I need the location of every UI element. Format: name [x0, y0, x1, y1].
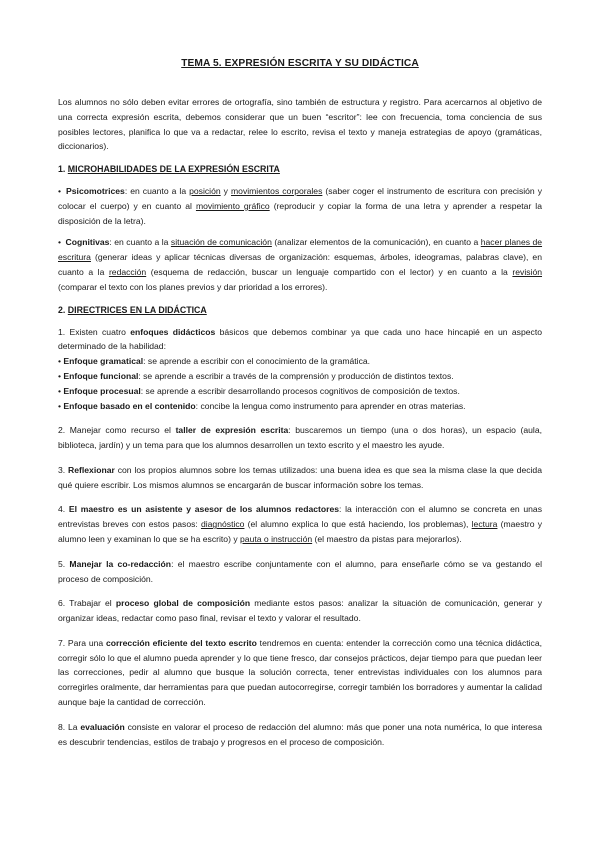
bold-term: Reflexionar: [68, 464, 115, 475]
text-run: 4.: [58, 504, 69, 515]
text-run: : la interacción con el alumno se concreta en unas entrevistas breves con estos pasos:: [58, 504, 542, 530]
underlined-term: movimientos corporales: [231, 186, 323, 197]
underlined-term: redacción: [108, 267, 147, 278]
bullet-icon: •: [58, 356, 62, 367]
bold-term: corrección eficiente del texto escrito: [105, 637, 257, 648]
text-run: (analizar elementos de la comunicación), en cuanto a: [271, 237, 481, 248]
directriz-2-paragraph: [58, 423, 542, 453]
section-2-number: 2.: [58, 304, 66, 315]
text-run: tendremos en cuenta: entender la corrección como una técnica didáctica, corregir sólo lo que el alumno pueda aprender y lo que tiene fresco, dar consejos prácticos, dejar tiempo para que puedan leer las correcciones, pedir al alumno que busque la solución correcta, tener entrevistas individuales con los alumnos para corregirles oralmente, dar herramientas para que puedan autocorregirse, corregir también los borradores y aumentar la calidad aunque baje la cantidad de corrección.: [58, 637, 542, 707]
text-run: 5.: [58, 558, 70, 569]
bold-term: El maestro es un asistente y asesor de los alumnos redactores: [68, 504, 340, 515]
underlined-term: movimiento gráfico: [195, 200, 270, 211]
bullet-icon: •: [58, 370, 62, 381]
enfoque-label: Enfoque basado en el contenido: [63, 400, 196, 411]
intro-paragraph: Los alumnos no sólo deben evitar errores de ortografía, sino también de estructura y registro. Para acercarnos al objetivo de una correcta expresión escrita, debemos considerar que un buen “escritor”: lee con frecuencia, toma conciencia de sus posibles lectores, planifica lo que va a redactar, relee lo escrito, revisa el texto y maneja estrategias de apoyo (gramáticas, diccionarios).: [58, 97, 542, 152]
text-run: con los propios alumnos sobre los temas utilizados: una buena idea es que sea la misma clase la que decida qué quiere escribir. Los mismos alumnos se encargarán de buscar información sobre los temas.: [58, 464, 542, 490]
directriz-3-paragraph: [58, 463, 542, 493]
bullet-icon: •: [58, 186, 62, 197]
underlined-term: lectura: [471, 519, 498, 530]
text-run: (maestro y alumno leen y examinan lo que se ha escrito) y: [58, 519, 542, 544]
bullet-icon: •: [58, 237, 62, 248]
text-run: 1. Existen cuatro: [58, 326, 131, 337]
text-run: (saber coger el instrumento de escritura con precisión y colocar el cuerpo) y en cuanto al: [58, 186, 543, 211]
list-item: [58, 369, 542, 384]
underlined-term: pauta o instrucción: [240, 533, 313, 544]
page-title: TEMA 5. EXPRESIÓN ESCRITA Y SU DIDÁCTICA: [181, 58, 419, 69]
enfoques-list: [58, 354, 542, 413]
psicomotrices-label: Psicomotrices: [66, 186, 125, 197]
directriz-5-paragraph: [58, 557, 542, 587]
bold-term: enfoques didácticos: [130, 326, 216, 337]
bullet-icon: •: [58, 400, 62, 411]
text-run: (el maestro da pistas para mejorarlos).: [312, 533, 462, 544]
text-run: mediante estos pasos: analizar la situación de comunicación, generar y organizar ideas, redactar como paso final, revisar el texto y valorar el resultado.: [58, 598, 543, 624]
section-1-heading: [58, 164, 542, 174]
enfoque-text: : se aprende a escribir con el conocimiento de la gramática.: [143, 356, 371, 367]
section-2-heading: [58, 305, 542, 315]
text-run: (esquema de redacción, buscar un lenguaje compartido con el lector) y en cuanto a la: [146, 267, 513, 278]
section-2-title: DIRECTRICES EN LA DIDÁCTICA: [67, 304, 207, 315]
text-run: : el maestro escribe conjuntamente con el alumno, para enseñarle cómo se va gestando el proceso de composición.: [58, 558, 542, 584]
text-run: (generar ideas y aplicar técnicas diversas de organización: esquemas, árboles, ideogramas, palabras clave), en cuanto a la: [58, 252, 542, 278]
text-run: 6. Trabajar el: [58, 598, 116, 609]
text-run: (comparar el texto con los planes previos y dar prioridad a los errores).: [58, 281, 328, 292]
enfoque-text: : concibe la lengua como instrumento para aprender en otras materias.: [195, 400, 466, 411]
section-1-number: 1.: [58, 164, 66, 175]
bold-term: proceso global de composición: [115, 598, 251, 609]
enfoque-label: Enfoque funcional: [63, 370, 139, 381]
list-item: [58, 399, 542, 414]
directriz-1-paragraph: [58, 325, 542, 355]
directriz-7-paragraph: [58, 636, 542, 710]
text-run: : buscaremos un tiempo (una o dos horas), un espacio (aula, biblioteca, jardín) y un tema para que los alumnos desarrollen un texto escrito y el maestro les ayude.: [58, 425, 543, 451]
underlined-term: revisión: [512, 267, 543, 278]
enfoque-label: Enfoque procesual: [63, 385, 141, 396]
underlined-term: situación de comunicación: [170, 237, 272, 248]
list-item: [58, 354, 542, 369]
enfoque-label: Enfoque gramatical: [63, 356, 144, 367]
text-run: (reproducir y copiar la forma de una letra y aprender a respetar la disposición de la letra).: [58, 200, 542, 226]
psicomotrices-paragraph: [58, 184, 542, 228]
underlined-term: hacer planes de escritura: [58, 237, 543, 263]
cognitivas-paragraph: [58, 235, 542, 294]
enfoque-text: : se aprende a escribir a través de la comprensión y producción de distintos textos.: [138, 370, 454, 381]
text-run: 7. Para una: [58, 637, 106, 648]
bold-term: evaluación: [80, 721, 125, 732]
bold-term: taller de expresión escrita: [175, 425, 289, 436]
section-1-title: MICROHABILIDADES DE LA EXPRESIÓN ESCRITA: [67, 164, 280, 175]
text-run: (el alumno explica lo que está haciendo, los problemas),: [244, 519, 472, 530]
directriz-4-paragraph: [58, 502, 542, 546]
text-run: 8. La: [58, 721, 81, 732]
directriz-8-paragraph: [58, 720, 542, 750]
text-run: consiste en valorar el proceso de redacción del alumno: más que poner una nota numérica, lo que interesa es descubrir tendencias, estilos de trabajo y progresos en el proceso de composición.: [58, 721, 542, 747]
text-run: 3.: [58, 464, 69, 475]
bold-term: Manejar la co-redacción: [69, 558, 172, 569]
directriz-6-paragraph: [58, 596, 542, 626]
text-run: : en cuanto a la: [109, 237, 171, 248]
text-run: y: [220, 186, 231, 197]
underlined-term: posición: [189, 186, 221, 197]
underlined-term: diagnóstico: [200, 519, 245, 530]
list-item: [58, 384, 542, 399]
text-run: : en cuanto a la: [124, 186, 190, 197]
enfoque-text: : se aprende a escribir desarrollando procesos cognitivos de composición de textos.: [140, 385, 460, 396]
cognitivas-label: Cognitivas: [65, 237, 110, 248]
text-run: básicos que debemos combinar ya que cada uno hace hincapié en un aspecto determinado de la habilidad:: [58, 326, 543, 352]
bullet-icon: •: [58, 385, 62, 396]
text-run: 2. Manejar como recurso el: [58, 425, 176, 436]
